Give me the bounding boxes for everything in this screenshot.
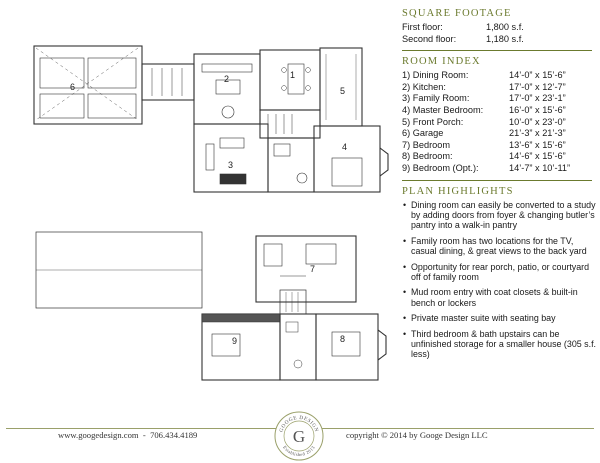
room-row [402, 93, 596, 105]
footer [0, 408, 600, 463]
room-size: 17’-0” x 12’-7” [509, 81, 566, 92]
room-name: 3) Family Room: [402, 93, 470, 104]
googe-design-logo [273, 410, 325, 462]
bullet-icon: • [403, 235, 407, 246]
room-name: 2) Kitchen: [402, 81, 446, 92]
room-size: 16’-0” x 15’-6” [509, 104, 566, 115]
room-label-9: 9 [232, 336, 238, 346]
logo-monogram: G [292, 427, 306, 446]
sqft-label: First floor: [402, 22, 443, 32]
footer-separator: - [142, 430, 146, 440]
room-size: 14’-7” x 10’-11” [509, 162, 571, 173]
master-bedroom-outline [314, 126, 380, 192]
room-row [402, 70, 596, 82]
master-bath-outline [268, 138, 314, 192]
plan-info-panel [402, 8, 596, 400]
bullet-icon: • [403, 313, 407, 324]
highlight-item: • Opportunity for rear porch, patio, or courtyard off of family room [403, 261, 590, 282]
bullet-icon: • [403, 199, 407, 210]
sqft-row-second [402, 34, 596, 46]
sqft-value: 1,800 s.f. [486, 22, 524, 32]
room-row [402, 117, 596, 129]
room-row [402, 128, 596, 140]
room-label-2: 2 [224, 74, 230, 84]
room-name: 7) Bedroom [402, 139, 451, 150]
room-row [402, 163, 596, 175]
room-label-7: 7 [310, 264, 316, 274]
dining-outline [260, 50, 320, 110]
logo-bottom-text: Established 2013 [282, 444, 316, 458]
highlight-item: • Mud room entry with coat closets & built-in bench or lockers [403, 287, 578, 308]
room-label-1: 1 [290, 70, 296, 80]
square-footage-heading: SQUARE FOOTAGE [402, 8, 512, 19]
bullet-icon: • [403, 328, 407, 339]
highlight-item: • Dining room can easily be converted to a study by adding doors from foyer & changing butler’s pantry into a walk-in pantry [403, 199, 596, 231]
logo-top-text: GOOGE DESIGN [278, 414, 320, 434]
room-name: 6) Garage [402, 128, 444, 139]
section-divider [402, 50, 592, 51]
room-size: 14’-6” x 15’-6” [509, 151, 566, 162]
room-name: 9) Bedroom (Opt.): [402, 162, 479, 173]
kitchen-outline [194, 54, 260, 124]
sqft-row-first [402, 22, 596, 34]
room-size: 17’-0” x 23’-1” [509, 93, 566, 104]
room-index-heading: ROOM INDEX [402, 56, 481, 68]
highlight-item: • Family room has two locations for the TV, casual dining, & great views to the back yard [403, 235, 587, 257]
room-row [402, 105, 596, 117]
bedroom-8-outline [316, 314, 378, 380]
website-link[interactable]: www.googedesign.com [58, 430, 139, 440]
bullet-icon: • [403, 261, 407, 272]
highlights-list [402, 200, 596, 360]
highlight-item: • Third bedroom & bath upstairs can be unfinished storage for a smaller house (305 s.f. less) [403, 328, 596, 360]
bedroom-9-outline [202, 314, 280, 380]
room-size: 21’-3” x 21’-3” [509, 128, 566, 139]
room-size: 10’-0” x 23’-0” [509, 116, 566, 127]
room-name: 1) Dining Room: [402, 70, 469, 81]
section-divider [402, 180, 592, 181]
copyright-text: copyright © 2014 by Googe Design LLC [346, 430, 488, 440]
room-row [402, 140, 596, 152]
room-row [402, 151, 596, 163]
room-label-6: 6 [70, 82, 76, 92]
room-row [402, 82, 596, 94]
sqft-value: 1,180 s.f. [486, 33, 524, 44]
phone-number: 706.434.4189 [150, 430, 198, 440]
sqft-label: Second floor: [402, 33, 457, 44]
room-label-4: 4 [342, 142, 348, 152]
room-label-3: 3 [228, 160, 234, 170]
room-name: 5) Front Porch: [402, 116, 464, 127]
room-label-8: 8 [340, 334, 346, 344]
room-label-5: 5 [340, 86, 346, 96]
bullet-icon: • [403, 287, 407, 298]
room-name: 4) Master Bedroom: [402, 104, 484, 115]
contact-info [58, 430, 197, 440]
room-size: 13’-6” x 15’-6” [509, 139, 566, 150]
room-name: 8) Bedroom: [402, 151, 453, 162]
floor-plans-drawing [6, 8, 398, 400]
plan-highlights-heading: PLAN HIGHLIGHTS [402, 185, 514, 197]
highlight-item: • Private master suite with seating bay [403, 313, 556, 324]
room-size: 14’-0” x 15’-6” [509, 70, 566, 81]
